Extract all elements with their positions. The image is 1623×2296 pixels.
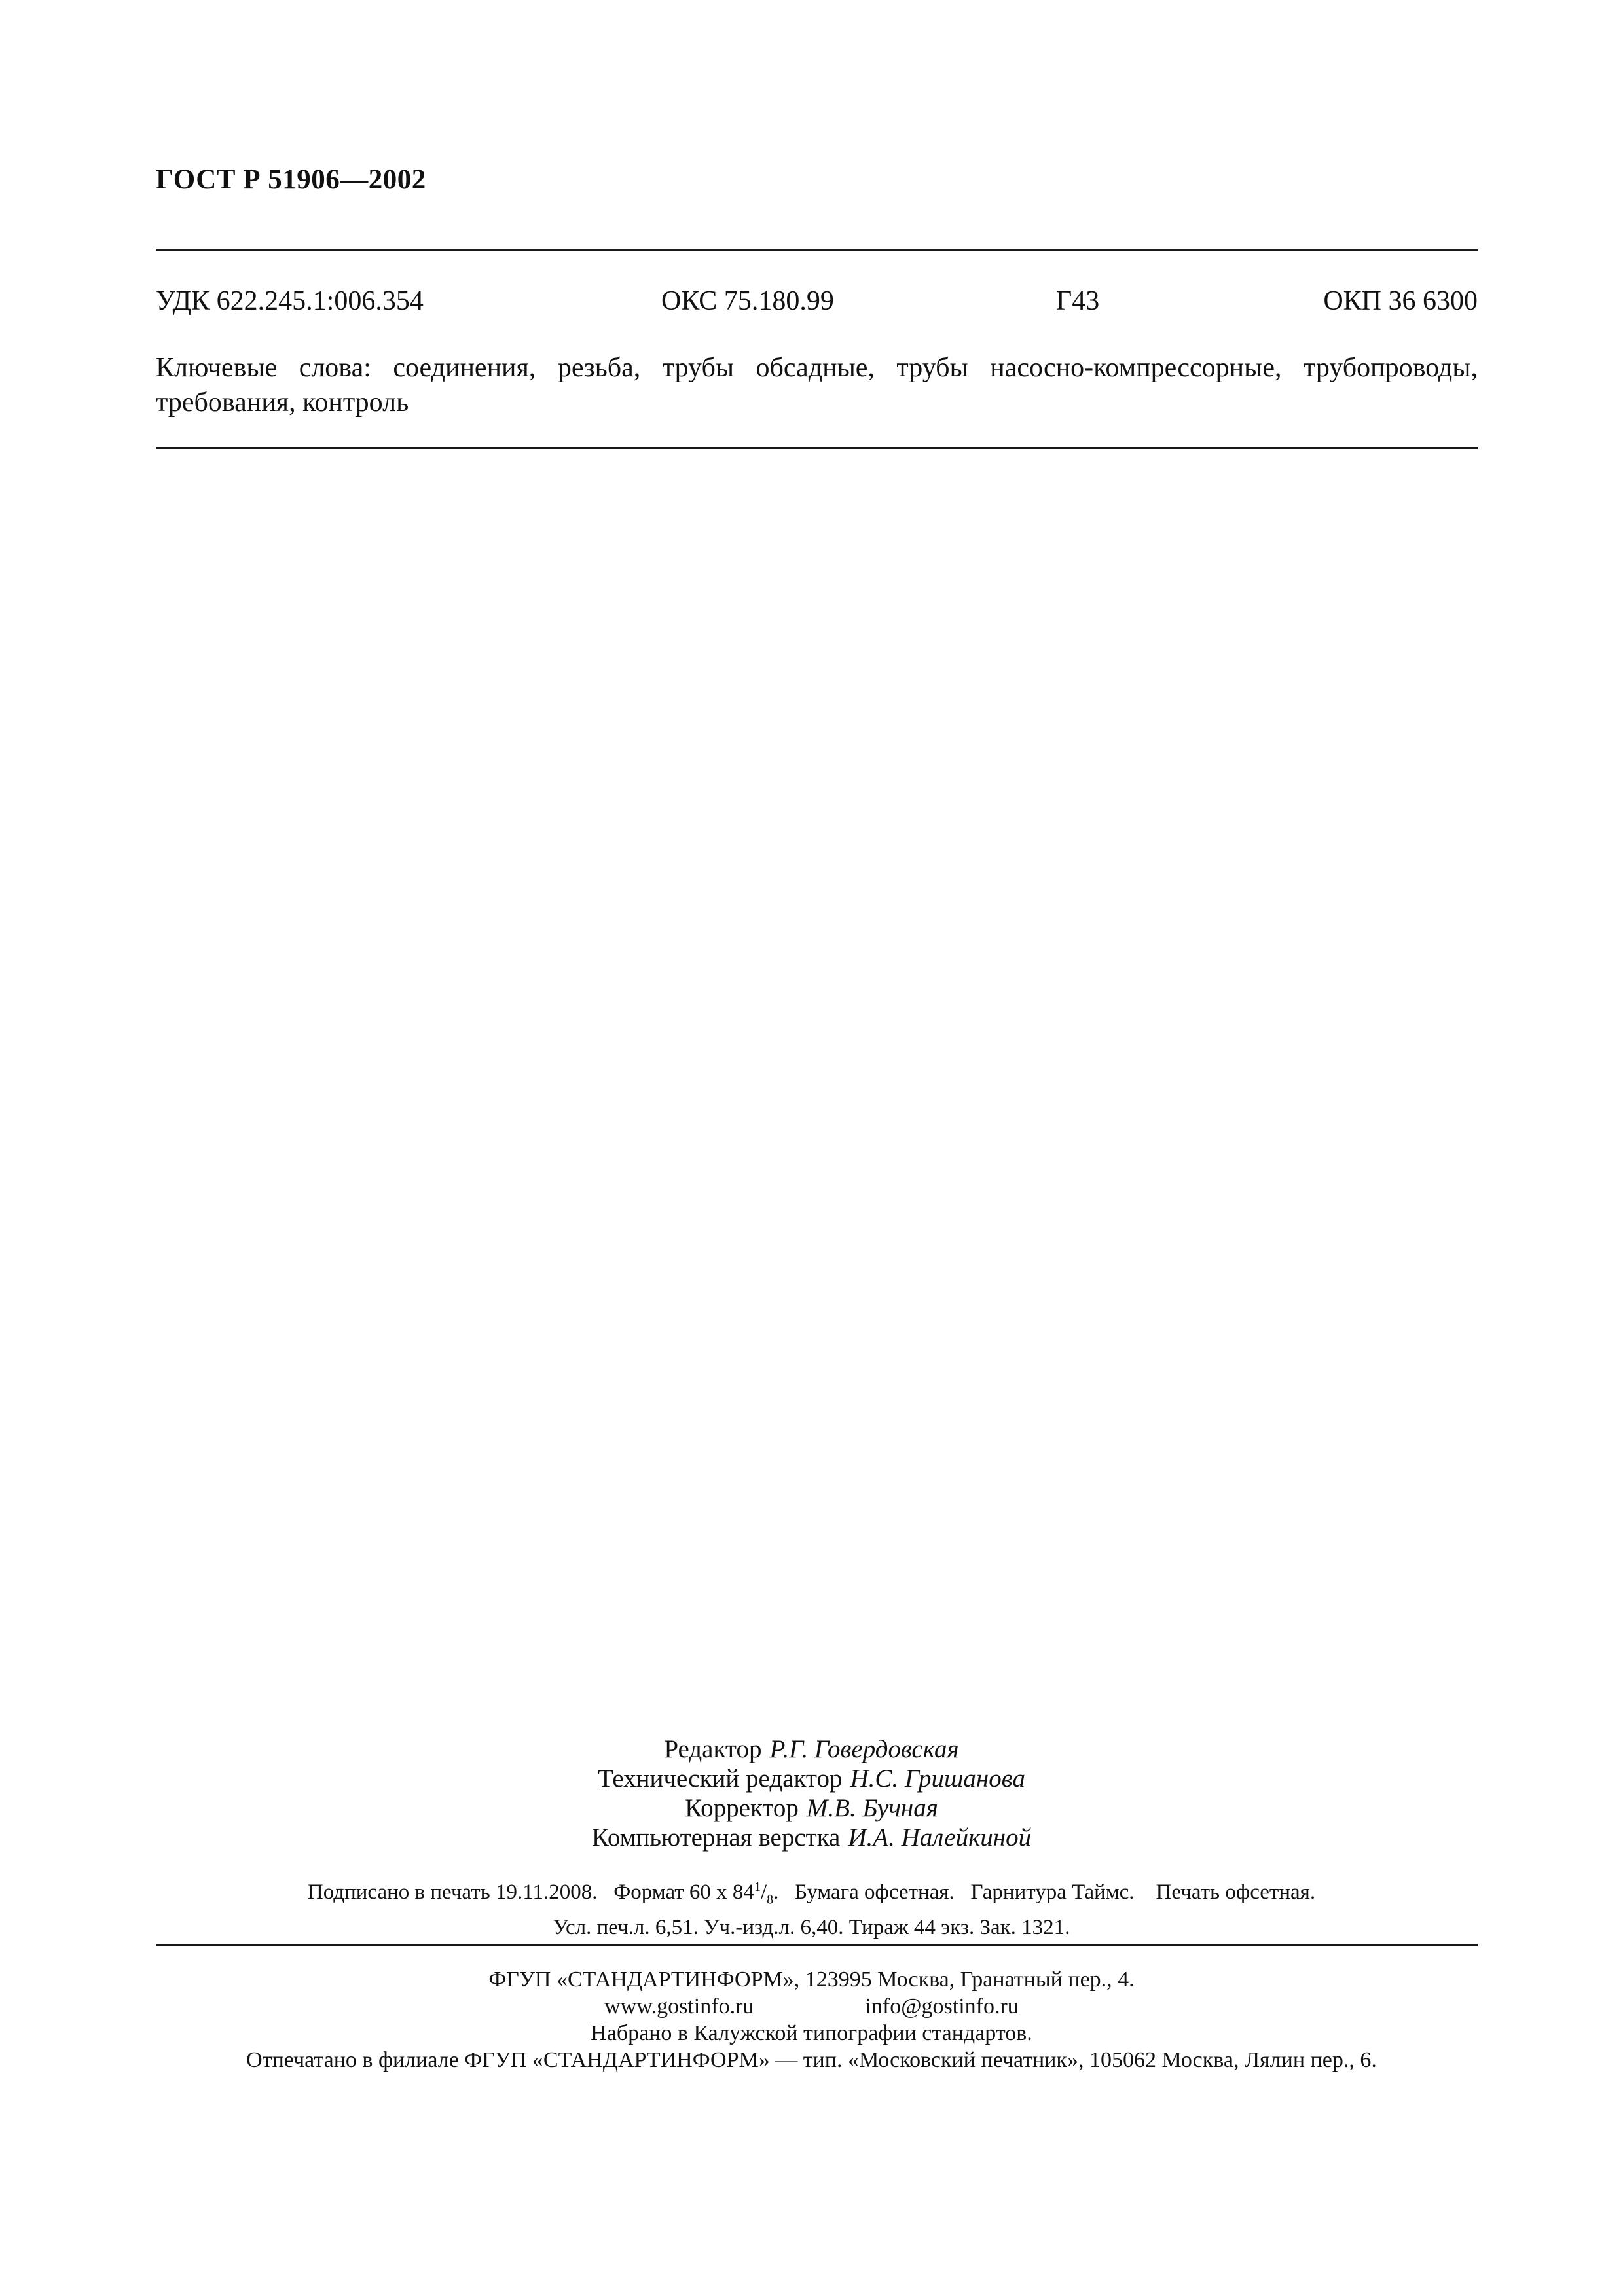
format-suffix: . <box>773 1880 779 1904</box>
signed-date: Подписано в печать 19.11.2008. <box>307 1880 598 1904</box>
typeset-note: Набрано в Калужской типографии стандартов. <box>591 2021 1032 2045</box>
publisher-contacts <box>0 1993 1623 2020</box>
document-title: ГОСТ Р 51906—2002 <box>156 164 426 195</box>
group-code: Г43 <box>1056 286 1100 316</box>
editor-label: Редактор <box>664 1735 762 1763</box>
keywords-divider <box>156 447 1478 449</box>
corrector-label: Корректор <box>685 1794 799 1822</box>
typeface-info: Гарнитура Таймс. <box>970 1880 1135 1904</box>
oks-code: ОКС 75.180.99 <box>661 286 834 316</box>
okp-code: ОКП 36 6300 <box>1323 286 1478 316</box>
print-details-line-1 <box>0 1873 1623 1914</box>
tech-editor-line <box>0 1764 1623 1793</box>
imprint-credits <box>0 1734 1623 1852</box>
publisher-email: info@gostinfo.ru <box>865 1994 1019 2018</box>
layout-name: И.А. Налейкиной <box>848 1823 1032 1852</box>
format-sub: 8 <box>767 1892 774 1907</box>
publisher-website: www.gostinfo.ru <box>604 1994 754 2018</box>
publisher-divider <box>156 1944 1478 1946</box>
print-details <box>0 1873 1623 1941</box>
printed-note: Отпечатано в филиале ФГУП «СТАНДАРТИНФОРМ» — тип. «Московский печатник», 105062 Москва, Лялин пер., 6. <box>246 2048 1377 2072</box>
tech-editor-label: Технический редактор <box>598 1765 843 1793</box>
publisher-address: ФГУП «СТАНДАРТИНФОРМ», 123995 Москва, Гранатный пер., 4. <box>488 1967 1135 1992</box>
top-divider <box>156 249 1478 251</box>
tech-editor-name: Н.С. Гришанова <box>850 1765 1025 1793</box>
editor-name: Р.Г. Говердовская <box>769 1735 959 1763</box>
layout-label: Компьютерная верстка <box>591 1823 841 1852</box>
publisher-block <box>0 1966 1623 2073</box>
print-details-line-2: Усл. печ.л. 6,51. Уч.-изд.л. 6,40. Тираж 44 экз. Зак. 1321. <box>553 1915 1070 1939</box>
corrector-name: М.В. Бучная <box>806 1794 938 1822</box>
print-type-info: Печать офсетная. <box>1156 1880 1316 1904</box>
editor-line <box>0 1734 1623 1764</box>
format-info <box>613 1880 779 1907</box>
corrector-line <box>0 1793 1623 1823</box>
keywords-paragraph: Ключевые слова: соединения, резьба, трубы обсадные, трубы насосно-компрессорные, трубопроводы, требования, контроль <box>156 353 1478 418</box>
format-sep: / <box>760 1880 767 1904</box>
format-sup: 1 <box>754 1880 761 1894</box>
paper-info: Бумага офсетная. <box>795 1880 955 1904</box>
udk-code: УДК 622.245.1:006.354 <box>156 286 424 316</box>
layout-line <box>0 1823 1623 1852</box>
format-prefix: Формат 60 х 84 <box>613 1880 754 1904</box>
